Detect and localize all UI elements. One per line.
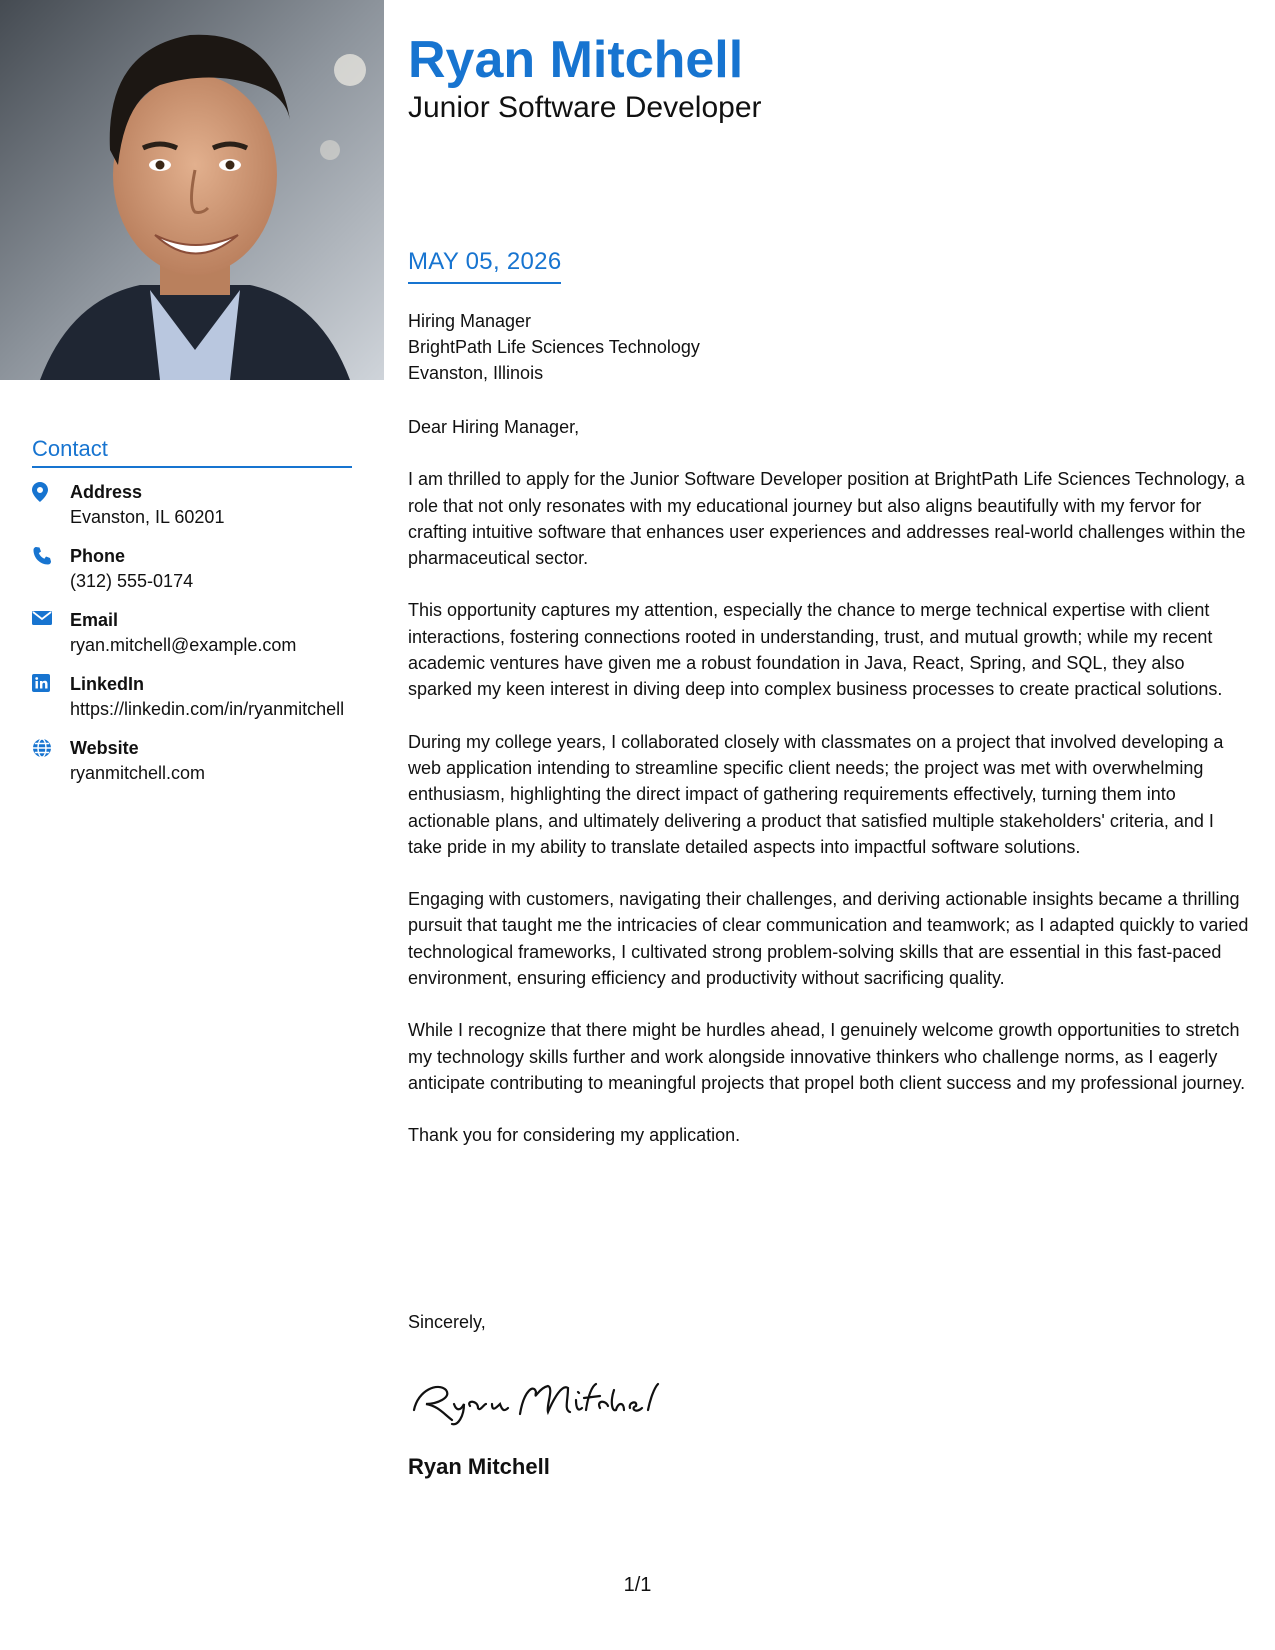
contact-section (32, 436, 352, 800)
contact-item-email (32, 608, 352, 658)
profile-photo (0, 0, 384, 380)
signer-name: Ryan Mitchell (408, 1454, 550, 1479)
contact-heading: Contact (32, 436, 352, 468)
contact-label: Phone (70, 546, 126, 566)
recipient-line: Hiring Manager (408, 311, 532, 331)
contact-label: Address (70, 482, 143, 502)
map-pin-icon (32, 480, 70, 502)
contact-value[interactable]: https://linkedin.com/in/ryanmitchell (70, 699, 345, 719)
contact-item-website (32, 736, 352, 786)
recipient-line: BrightPath Life Sciences Technology (408, 337, 700, 357)
contact-label: LinkedIn (70, 674, 145, 694)
job-title: Junior Software Developer (408, 91, 762, 124)
contact-label: Website (70, 738, 139, 758)
contact-value: (312) 555-0174 (70, 571, 194, 591)
body-paragraph: I am thrilled to apply for the Junior Software Developer position at BrightPath Life Sciences Technology, a role that not only resonates with my educational journey but also aligns beautifully with my fervor for crafting intuitive software that enhances user experiences and addresses real-world challenges within the pharmaceutical sector. (408, 469, 1246, 569)
contact-item-linkedin (32, 672, 352, 722)
body-paragraph: Engaging with customers, navigating their challenges, and deriving actionable insights became a thrilling pursuit that taught me the intricacies of clear communication and teamwork; as I adapted quickly to varied technological frameworks, I cultivated strong problem-solving skills that are essential in this fast-paced environment, ensuring efficiency and productivity without sacrificing quality. (408, 889, 1249, 989)
body-paragraph: During my college years, I collaborated closely with classmates on a project that involved developing a web application intending to streamline specific client needs; the project was met with overwhelming enthusiasm, highlighting the direct impact of gathering requirements effectively, turning them into actionable plans, and ultimately delivering a product that satisfied multiple stakeholders' criteria, and I take pride in my ability to translate detailed aspects into impactful software solutions. (408, 731, 1224, 857)
letter-main (408, 30, 1250, 1479)
phone-icon (32, 544, 70, 566)
contact-value: Evanston, IL 60201 (70, 507, 225, 527)
contact-item-address (32, 480, 352, 530)
contact-value[interactable]: ryanmitchell.com (70, 763, 206, 783)
body-paragraph: This opportunity captures my attention, especially the chance to merge technical expertise with client interactions, fostering connections rooted in understanding, trust, and mutual growth; while my recent academic ventures have given me a robust foundation in Java, React, Spring, and SQL, they also sparked my keen interest in diving deep into complex business processes to create practical solutions. (408, 600, 1223, 700)
recipient-block (408, 308, 700, 386)
page-number: 1/1 (623, 1574, 652, 1596)
letter-date: MAY 05, 2026 (408, 248, 561, 284)
applicant-name: Ryan Mitchell (408, 31, 744, 89)
contact-value[interactable]: ryan.mitchell@example.com (70, 635, 297, 655)
salutation: Dear Hiring Manager, (408, 417, 580, 437)
linkedin-icon (32, 672, 70, 692)
email-icon (32, 608, 70, 626)
recipient-line: Evanston, Illinois (408, 363, 544, 383)
body-paragraph: While I recognize that there might be hurdles ahead, I genuinely welcome growth opportunities to stretch my technology skills further and work alongside innovative thinkers who challenge norms, as I eagerly anticipate contributing to meaningful projects that propel both client success and my professional journey. (408, 1020, 1246, 1093)
globe-icon (32, 736, 70, 758)
closing: Sincerely, (408, 1312, 486, 1332)
contact-item-phone (32, 544, 352, 594)
contact-label: Email (70, 610, 119, 630)
body-paragraph: Thank you for considering my application. (408, 1125, 741, 1146)
letter-body (408, 414, 1250, 1175)
signature-image (408, 1370, 668, 1430)
